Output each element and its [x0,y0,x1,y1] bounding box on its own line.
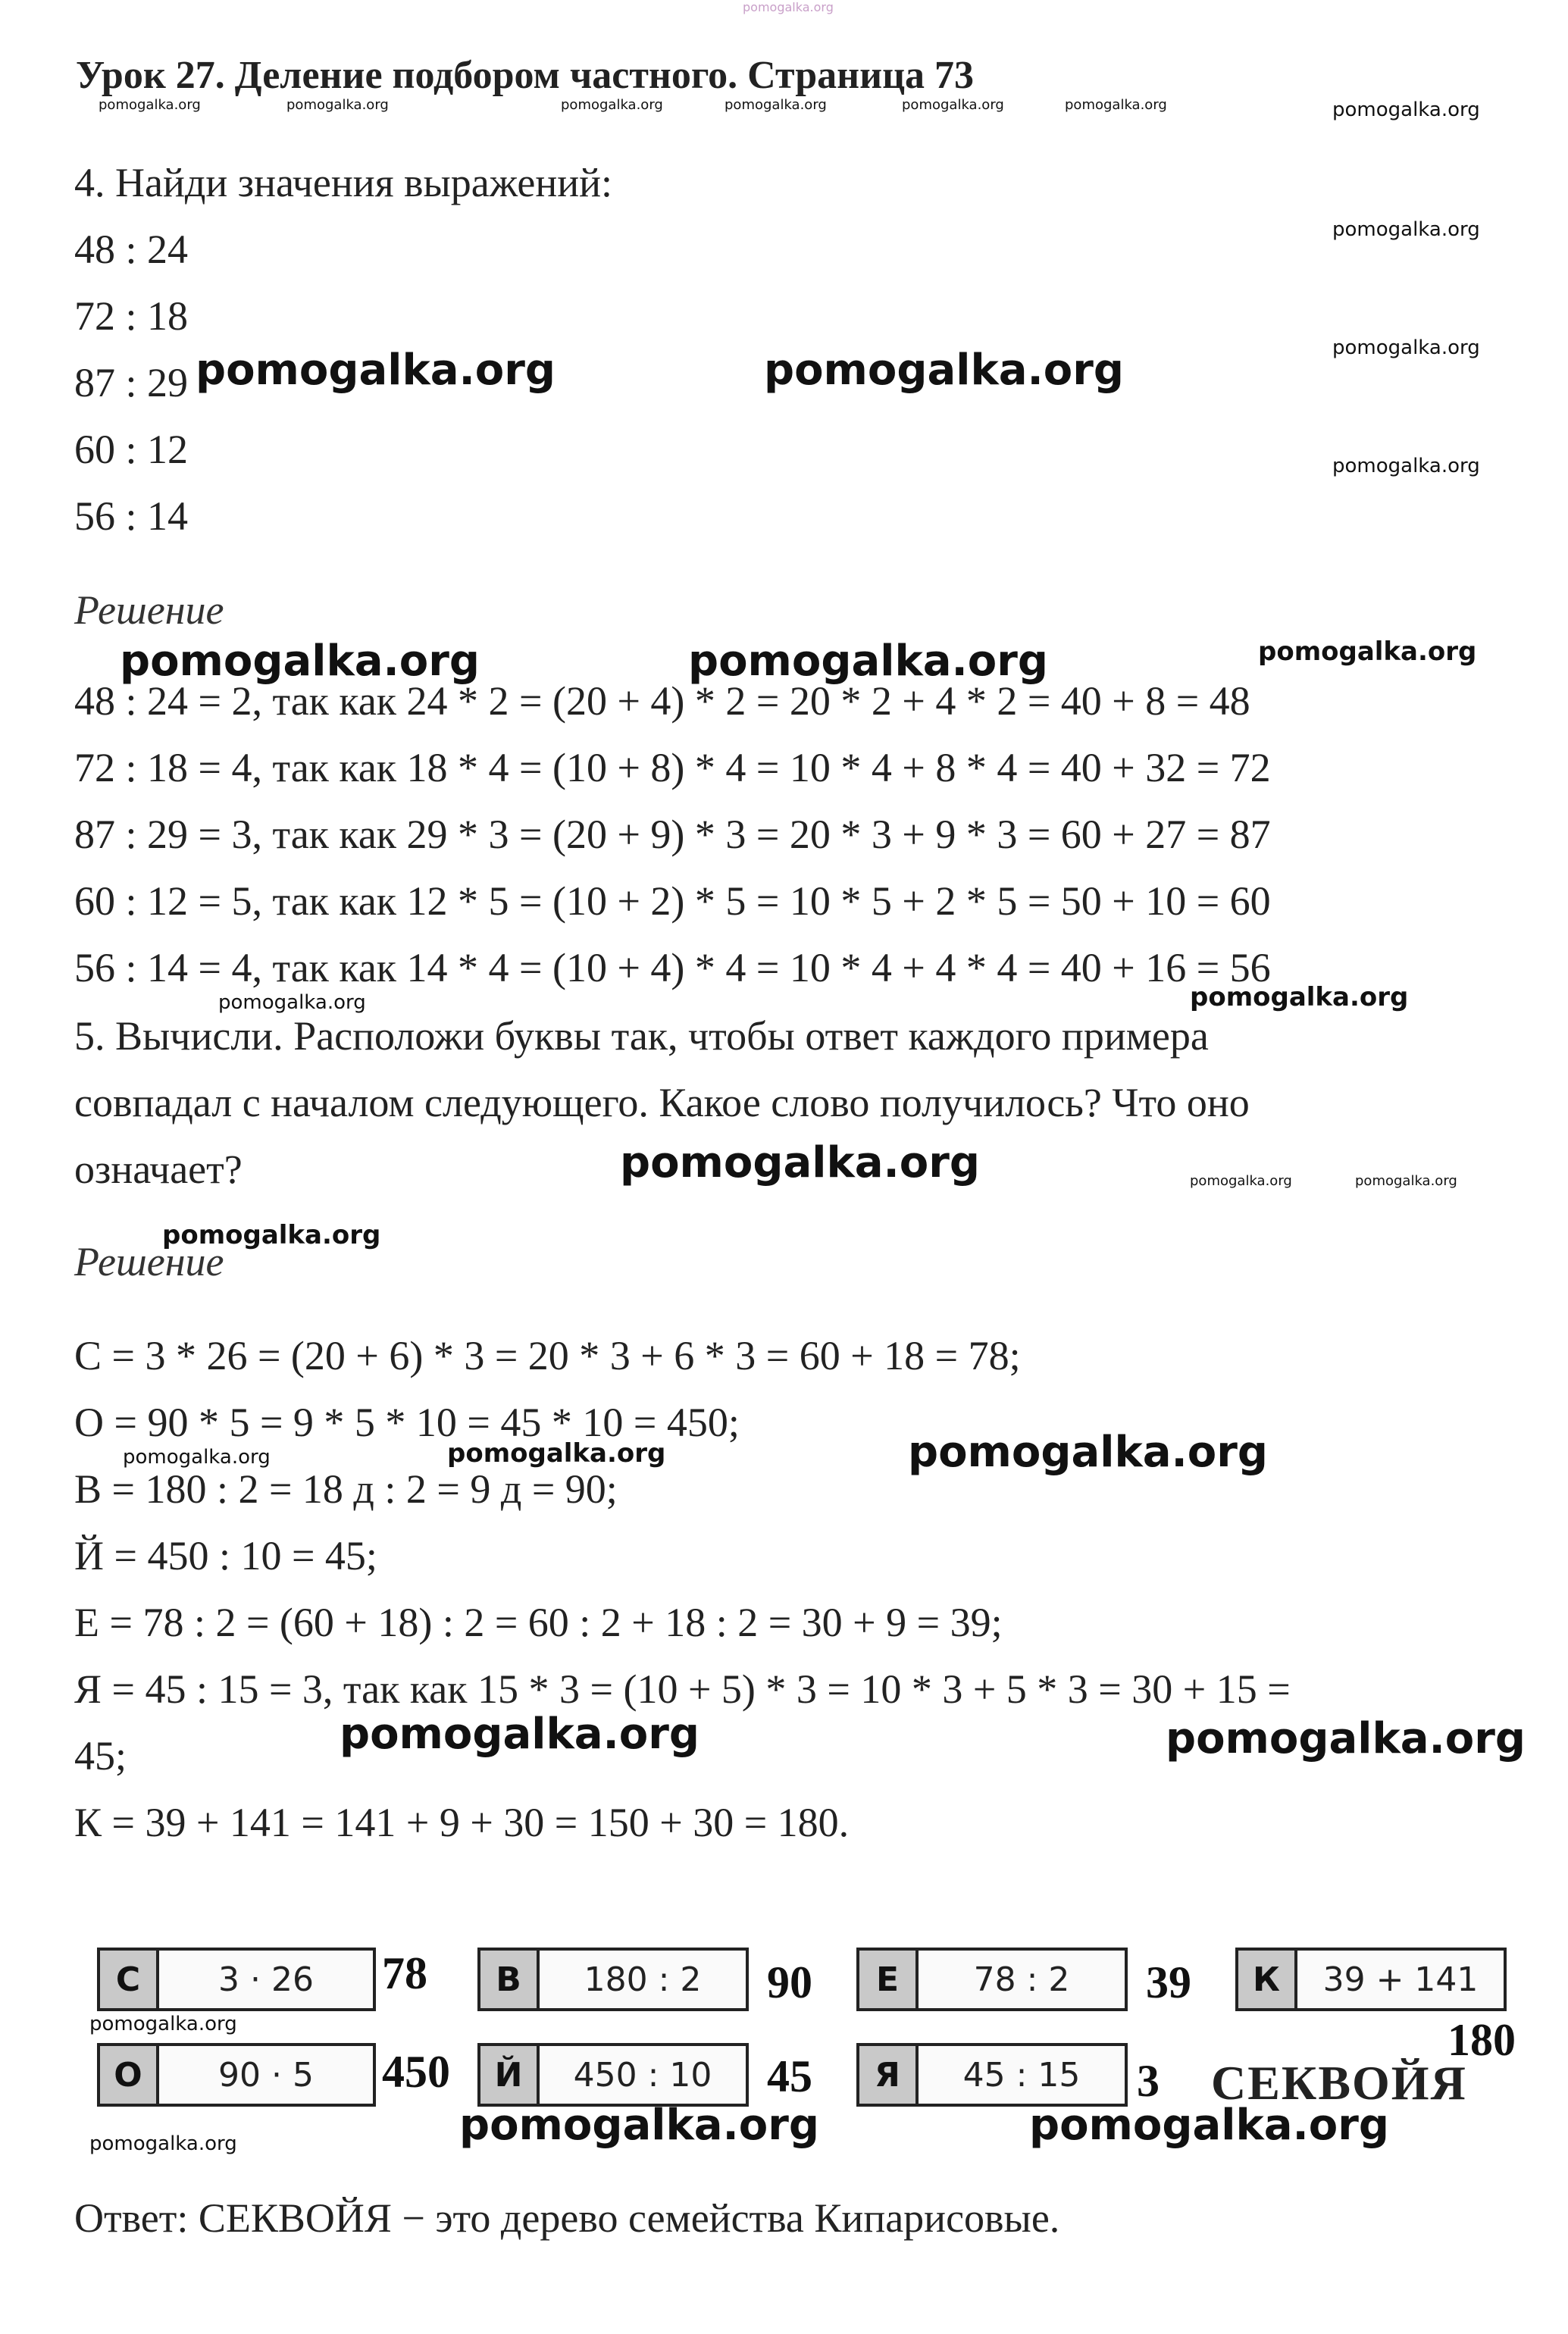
task5-solution-line: Я = 45 : 15 = 3, так как 15 * 3 = (10 + 5) * 3 = 10 * 3 + 5 * 3 = 30 + 15 = [74,1666,1291,1712]
card-expression: 180 : 2 [540,1951,746,2008]
card-letter: В [480,1951,540,2008]
watermark: pomogalka.org [1190,982,1409,1012]
card-answer: 78 [382,1948,427,1998]
card-v [477,1948,749,2011]
watermark: pomogalka.org [89,2013,237,2035]
card-letter: К [1238,1951,1297,2008]
card-expression: 3 · 26 [159,1951,373,2008]
watermark: pomogalka.org [218,991,366,1014]
card-s [97,1948,376,2011]
card-answer: 450 [382,2047,450,2097]
task4-solution-line: 87 : 29 = 3, так как 29 * 3 = (20 + 9) * 3 = 20 * 3 + 9 * 3 = 60 + 27 = 87 [74,812,1271,857]
watermark: pomogalka.org [286,97,389,113]
card-letter: Е [859,1951,919,2008]
card-expression: 39 + 141 [1297,1951,1504,2008]
task4-solution-line: 60 : 12 = 5, так как 12 * 5 = (10 + 2) * 5 = 10 * 5 + 2 * 5 = 50 + 10 = 60 [74,878,1271,924]
card-answer: 45 [767,2051,812,2101]
watermark: pomogalka.org [459,2101,819,2150]
task4-expression: 60 : 12 [74,427,189,472]
task4-expression: 56 : 14 [74,493,189,539]
card-answer: 39 [1146,1957,1191,2007]
result-word: СЕКВОЙЯ [1211,2056,1467,2110]
task4-heading: 4. Найди значения выражений: [74,160,613,205]
task4-solution-line: 72 : 18 = 4, так как 18 * 4 = (10 + 8) * 4 = 10 * 4 + 8 * 4 = 40 + 32 = 72 [74,745,1271,790]
task4-solution-line: 56 : 14 = 4, так как 14 * 4 = (10 + 4) * 4 = 10 * 4 + 4 * 4 = 40 + 16 = 56 [74,945,1271,990]
watermark: pomogalka.org [120,637,480,686]
card-o [97,2043,376,2107]
task5-solution-line: К = 39 + 141 = 141 + 9 + 30 = 150 + 30 = 180. [74,1800,850,1845]
card-letter: О [100,2046,159,2104]
card-answer: 90 [767,1957,812,2007]
watermark: pomogalka.org [1332,218,1480,241]
watermark: pomogalka.org [1190,1173,1292,1189]
card-letter: С [100,1951,159,2008]
watermark-top: pomogalka.org [743,0,834,14]
watermark: pomogalka.org [1065,97,1167,113]
task5-heading: означает? [74,1147,243,1192]
watermark: pomogalka.org [1029,2101,1389,2150]
answer-text: Ответ: СЕКВОЙЯ − это дерево семейства Кипарисовые. [74,2195,1060,2241]
watermark: pomogalka.org [1332,99,1480,121]
task5-heading: совпадал с началом следующего. Какое слово получилось? Что оно [74,1080,1250,1125]
watermark: pomogalka.org [99,97,201,113]
watermark: pomogalka.org [1166,1714,1526,1763]
card-answer: 3 [1137,2056,1160,2106]
watermark: pomogalka.org [1332,336,1480,359]
task4-expression: 87 : 29 [74,360,189,405]
watermark: pomogalka.org [725,97,827,113]
watermark: pomogalka.org [902,97,1004,113]
task5-solution-line: С = 3 * 26 = (20 + 6) * 3 = 20 * 3 + 6 * 3 = 60 + 18 = 78; [74,1333,1021,1378]
watermark: pomogalka.org [688,637,1048,686]
card-letter: Я [859,2046,919,2104]
task4-solution-line: 48 : 24 = 2, так как 24 * 2 = (20 + 4) * 2 = 20 * 2 + 4 * 2 = 40 + 8 = 48 [74,678,1250,724]
watermark: pomogalka.org [196,346,556,395]
watermark: pomogalka.org [561,97,663,113]
watermark: pomogalka.org [162,1220,381,1250]
task4-expression: 48 : 24 [74,227,189,272]
card-y-short [477,2043,749,2107]
card-ya [856,2043,1128,2107]
card-letter: Й [480,2046,540,2104]
watermark: pomogalka.org [764,346,1124,395]
card-e [856,1948,1128,2011]
watermark: pomogalka.org [340,1710,699,1759]
card-answer: 180 [1448,2015,1516,2065]
task5-solution-line: Й = 450 : 10 = 45; [74,1533,377,1578]
watermark: pomogalka.org [620,1138,980,1187]
watermark: pomogalka.org [123,1446,271,1469]
watermark: pomogalka.org [89,2132,237,2155]
task5-solution-line: В = 180 : 2 = 18 д : 2 = 9 д = 90; [74,1466,618,1512]
card-expression: 78 : 2 [919,1951,1125,2008]
watermark: pomogalka.org [447,1438,666,1469]
task5-solution-line: Е = 78 : 2 = (60 + 18) : 2 = 60 : 2 + 18 : 2 = 30 + 9 = 39; [74,1600,1003,1645]
watermark: pomogalka.org [1332,455,1480,477]
task4-expression: 72 : 18 [74,293,189,339]
card-expression: 45 : 15 [919,2046,1125,2104]
task5-solution-label: Решение [74,1239,224,1284]
card-k [1235,1948,1507,2011]
page-title: Урок 27. Деление подбором частного. Страница 73 [76,54,975,97]
watermark: pomogalka.org [908,1428,1268,1477]
card-expression: 450 : 10 [540,2046,746,2104]
card-expression: 90 · 5 [159,2046,373,2104]
watermark: pomogalka.org [1355,1173,1457,1189]
task5-solution-line: 45; [74,1733,127,1779]
task4-solution-label: Решение [74,587,224,633]
watermark: pomogalka.org [1258,637,1477,667]
task5-heading: 5. Вычисли. Расположи буквы так, чтобы ответ каждого примера [74,1013,1209,1059]
task5-solution-line: О = 90 * 5 = 9 * 5 * 10 = 45 * 10 = 450; [74,1400,740,1445]
